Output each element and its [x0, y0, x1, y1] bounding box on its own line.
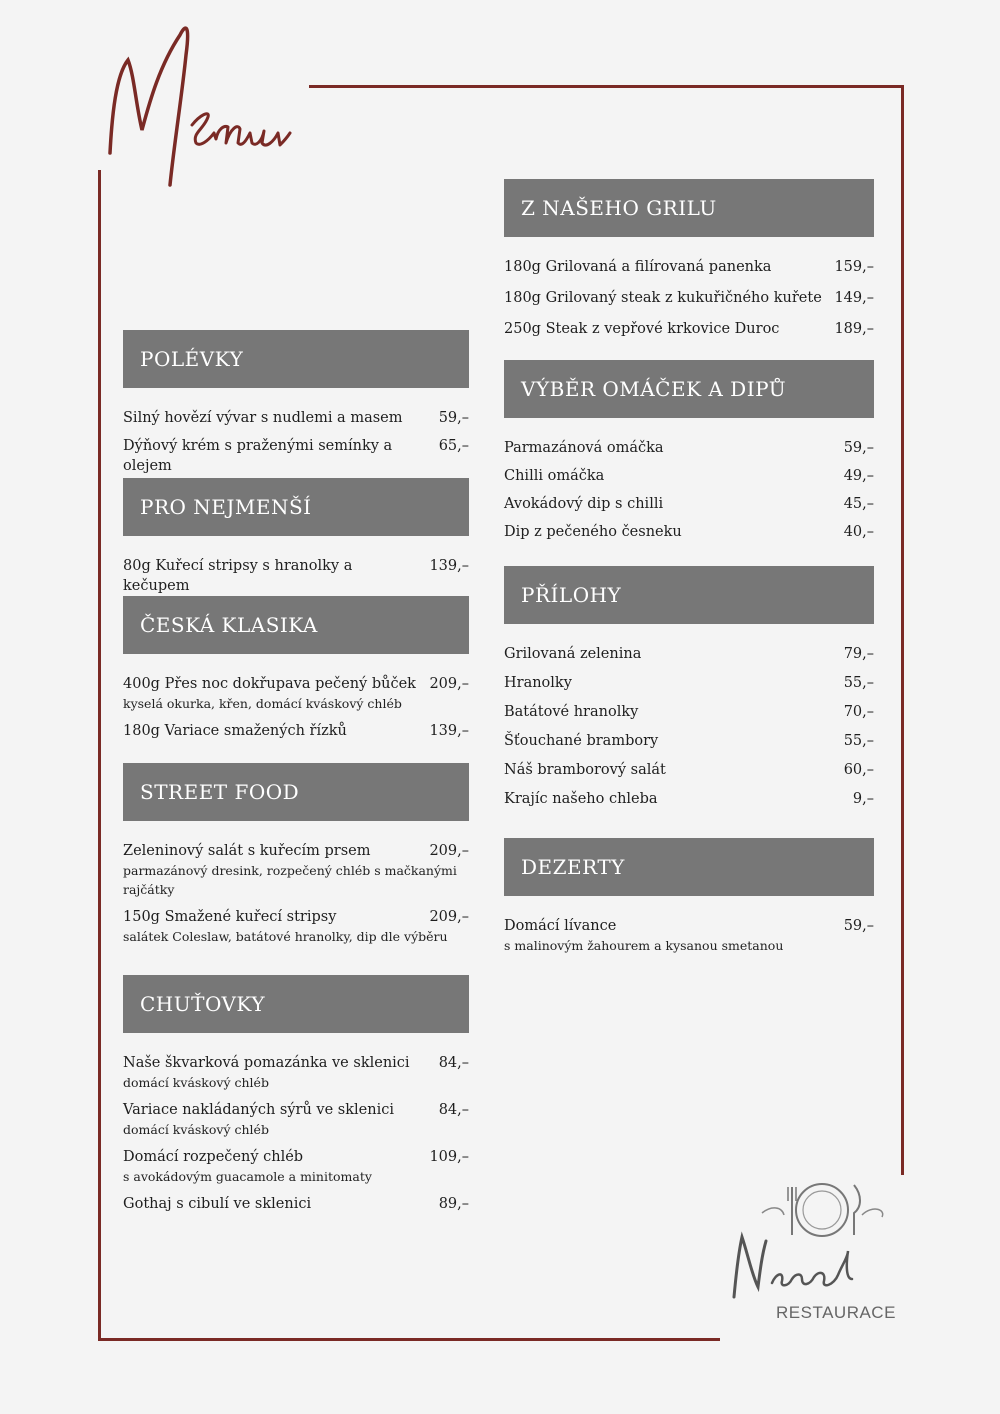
menu-item-price: 209,– [429, 909, 469, 925]
menu-item [123, 556, 469, 596]
menu-item-description: kyselá okurka, křen, domácí kváskový chléb [123, 696, 402, 711]
menu-item-name: Domácí rozpečený chléb [123, 1149, 304, 1165]
menu-item-name: 250g Steak z vepřové krkovice Duroc [504, 321, 780, 337]
menu-item [504, 789, 874, 809]
menu-item [504, 522, 874, 542]
menu-item [123, 674, 469, 713]
menu-item-name: Naše škvarková pomazánka ve sklenici [123, 1055, 410, 1071]
menu-item-row [123, 1194, 469, 1214]
menu-item-price: 60,– [843, 762, 874, 778]
menu-item-row [123, 436, 469, 476]
section-items [123, 388, 469, 476]
menu-item [504, 494, 874, 514]
menu-item [504, 466, 874, 486]
menu-item-row [504, 466, 874, 486]
menu-item-row [504, 522, 874, 542]
menu-item-name: 80g Kuřecí stripsy s hranolky a kečupem [123, 558, 353, 594]
menu-item-name: Silný hovězí vývar s nudlemi a masem [123, 410, 403, 426]
menu-item-description: s malinovým žahourem a kysanou smetanou [504, 938, 784, 953]
menu-item [123, 1053, 469, 1092]
menu-item [123, 721, 469, 741]
frame-right-line [901, 85, 904, 1193]
menu-item [504, 760, 874, 780]
menu-item-row [123, 841, 469, 861]
menu-item-price: 59,– [843, 918, 874, 934]
menu-item-price: 40,– [843, 524, 874, 540]
section-heading: VÝBĚR OMÁČEK A DIPŮ [504, 360, 874, 418]
menu-item-name: Dýňový krém s praženými semínky a olejem [123, 438, 393, 474]
menu-item-name: 180g Grilovaná a filírovaná panenka [504, 259, 772, 275]
menu-item-description: salátek Coleslaw, batátové hranolky, dip dle výběru [123, 929, 448, 944]
menu-item-row [123, 907, 469, 927]
menu-item [504, 702, 874, 722]
frame-left-line [98, 170, 101, 1341]
restaurant-subtitle: RESTAURACE [776, 1303, 896, 1322]
menu-item [123, 1194, 469, 1214]
menu-item [123, 841, 469, 899]
menu-item-name: Dip z pečeného česneku [504, 524, 682, 540]
menu-item-name: 180g Grilovaný steak z kukuřičného kuřete [504, 290, 822, 306]
menu-item-row [123, 408, 469, 428]
menu-item-price: 59,– [438, 410, 469, 426]
menu-item-price: 149,– [834, 290, 874, 306]
menu-section-chutovky [123, 975, 469, 1222]
menu-item-name: Náš bramborový salát [504, 762, 666, 778]
plate-cutlery-icon [722, 1175, 912, 1305]
menu-item-name: Grilovaná zelenina [504, 646, 642, 662]
menu-section-street-food [123, 763, 469, 954]
menu-item-name: Domácí lívance [504, 918, 617, 934]
menu-item-row [504, 319, 874, 339]
menu-item [504, 644, 874, 664]
menu-item-description: domácí kváskový chléb [123, 1122, 269, 1137]
menu-item-name: Šťouchané brambory [504, 733, 659, 749]
menu-item-description: parmazánový dresink, rozpečený chléb s mačkanými rajčátky [123, 863, 457, 897]
menu-item-name: Zeleninový salát s kuřecím prsem [123, 843, 371, 859]
frame-bottom-line [98, 1338, 720, 1341]
menu-item-row [504, 916, 874, 936]
menu-item-price: 139,– [429, 723, 469, 739]
section-heading: Z NAŠEHO GRILU [504, 179, 874, 237]
menu-item-row [123, 674, 469, 694]
menu-item [123, 1147, 469, 1186]
menu-item-price: 89,– [438, 1196, 469, 1212]
section-items [123, 821, 469, 946]
menu-item-price: 70,– [843, 704, 874, 720]
menu-item-row [123, 556, 469, 596]
menu-item [504, 916, 874, 955]
menu-section-pro-nejmensi [123, 478, 469, 604]
restaurant-logo [722, 1175, 912, 1335]
menu-section-prilohy [504, 566, 874, 818]
menu-section-dezerty [504, 838, 874, 963]
menu-item-price: 65,– [438, 438, 469, 454]
menu-item-description: s avokádovým guacamole a minitomaty [123, 1169, 372, 1184]
menu-item-name: Krajíc našeho chleba [504, 791, 658, 807]
section-heading: POLÉVKY [123, 330, 469, 388]
menu-item-row [504, 644, 874, 664]
menu-item-price: 79,– [843, 646, 874, 662]
section-items [123, 536, 469, 596]
menu-item [504, 731, 874, 751]
menu-item-name: Variace nakládaných sýrů ve sklenici [123, 1102, 394, 1118]
menu-item [504, 673, 874, 693]
menu-item-name: 180g Variace smažených řízků [123, 723, 347, 739]
menu-item-price: 159,– [834, 259, 874, 275]
menu-title [100, 15, 300, 195]
menu-section-vyber-omacek-a-dipu [504, 360, 874, 550]
menu-item-price: 84,– [438, 1055, 469, 1071]
menu-item-price: 139,– [429, 558, 469, 574]
frame-top-line [309, 85, 903, 88]
menu-item-row [504, 494, 874, 514]
section-heading: PŘÍLOHY [504, 566, 874, 624]
menu-item [504, 288, 874, 308]
section-heading: STREET FOOD [123, 763, 469, 821]
menu-item-price: 209,– [429, 843, 469, 859]
menu-item-name: 400g Přes noc dokřupava pečený bůček [123, 676, 416, 692]
menu-item-row [504, 760, 874, 780]
section-heading: ČESKÁ KLASIKA [123, 596, 469, 654]
menu-item [123, 1100, 469, 1139]
menu-item-row [504, 438, 874, 458]
menu-item-row [123, 721, 469, 741]
section-items [123, 1033, 469, 1214]
section-items [504, 896, 874, 955]
menu-item-price: 55,– [843, 733, 874, 749]
menu-section-ceska-klasika [123, 596, 469, 749]
menu-item [123, 436, 469, 476]
menu-item-row [504, 288, 874, 308]
menu-item-row [504, 257, 874, 277]
section-items [504, 418, 874, 542]
section-heading: DEZERTY [504, 838, 874, 896]
menu-item-price: 9,– [852, 791, 874, 807]
menu-section-z-naseho-grilu [504, 179, 874, 350]
menu-item-row [123, 1147, 469, 1167]
menu-item-row [504, 702, 874, 722]
menu-item-name: Hranolky [504, 675, 572, 691]
menu-item [504, 257, 874, 277]
menu-item-price: 59,– [843, 440, 874, 456]
menu-item-price: 49,– [843, 468, 874, 484]
menu-item-name: 150g Smažené kuřecí stripsy [123, 909, 337, 925]
menu-item-row [123, 1053, 469, 1073]
menu-item [504, 438, 874, 458]
menu-item-name: Parmazánová omáčka [504, 440, 664, 456]
menu-item-price: 55,– [843, 675, 874, 691]
section-heading: PRO NEJMENŠÍ [123, 478, 469, 536]
section-items [504, 237, 874, 339]
menu-item-name: Batátové hranolky [504, 704, 639, 720]
section-heading: CHUŤOVKY [123, 975, 469, 1033]
menu-item-name: Gothaj s cibulí ve sklenici [123, 1196, 312, 1212]
menu-item-description: domácí kváskový chléb [123, 1075, 269, 1090]
menu-item-price: 189,– [834, 321, 874, 337]
menu-item-row [504, 789, 874, 809]
section-items [123, 654, 469, 741]
menu-item-price: 109,– [429, 1149, 469, 1165]
menu-item-name: Chilli omáčka [504, 468, 605, 484]
menu-item-name: Avokádový dip s chilli [504, 496, 664, 512]
menu-item [123, 907, 469, 946]
section-items [504, 624, 874, 809]
menu-item-row [123, 1100, 469, 1120]
menu-item-price: 45,– [843, 496, 874, 512]
menu-item [123, 408, 469, 428]
menu-item [504, 319, 874, 339]
menu-section-polevky [123, 330, 469, 484]
menu-item-price: 84,– [438, 1102, 469, 1118]
menu-item-price: 209,– [429, 676, 469, 692]
menu-item-row [504, 731, 874, 751]
menu-item-row [504, 673, 874, 693]
